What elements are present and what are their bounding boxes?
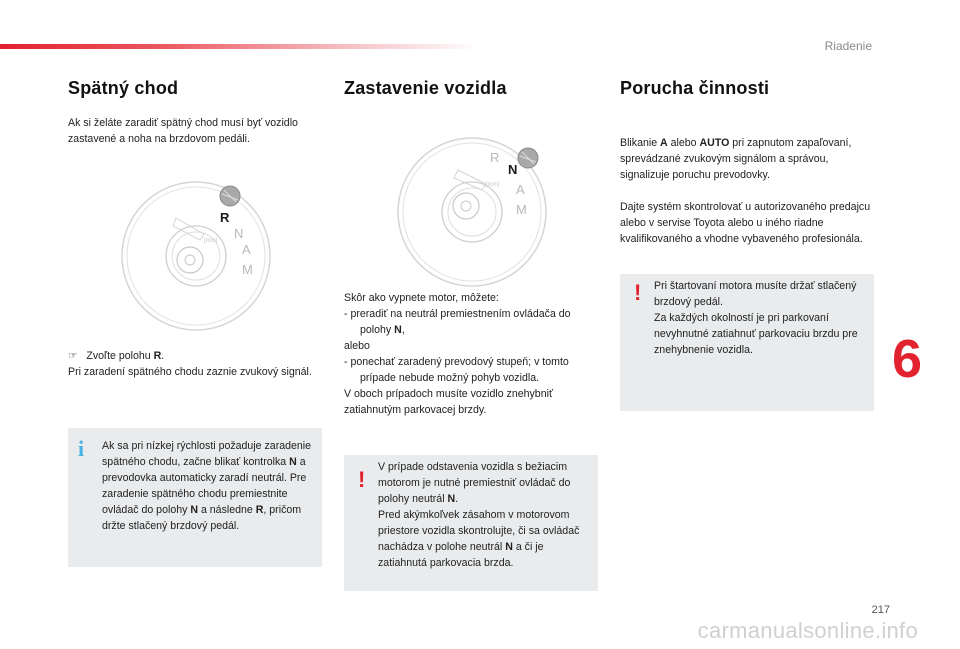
- stopping-item-1: - preradiť na neutrál premiestnením ovládača do polohy N,: [344, 308, 571, 336]
- warning-note-stopping-text: V prípade odstavenia vozidla s bežiacim motorom je nutné premiestniť ovládač do polohy neutrál N. Pred akýmkoľvek zásahom v motorovom priestore vozidla skontrolujte, či sa ovládač nachádza v polohe neutrál N a či je zatiahnutá parkovacia brzda.: [378, 461, 580, 569]
- malfunction-p2: Dajte systém skontrolovať u autorizovaného predajcu alebo v servise Toyota alebo u iného riadne kvalifikovaného a vhodne vybaveného profesionála.: [620, 201, 871, 245]
- page-number: 217: [871, 604, 890, 616]
- knob-letter-a: A: [242, 242, 251, 257]
- warning-note-stopping: [344, 455, 598, 591]
- column-malfunction: [620, 78, 874, 247]
- gear-knob-image-neutral: [394, 134, 550, 290]
- stopping-closing: V oboch prípadoch musíte vozidlo znehybniť zatiahnutým parkovacej brzdy.: [344, 388, 553, 416]
- knob-letter-a: A: [516, 182, 525, 197]
- malfunction-p1: Blikanie A alebo AUTO pri zapnutom zapaľovaní, sprevádzané zvukovým signálom a správou, signalizuje poruchu prevodovky.: [620, 137, 852, 181]
- section-title-malfunction: Porucha činnosti: [620, 78, 770, 98]
- pointer-icon: ☞: [68, 350, 78, 362]
- knob-letter-m: M: [242, 262, 253, 277]
- knob-letter-active: N: [508, 162, 518, 177]
- stopping-lead: Skôr ako vypnete motor, môžete:: [344, 292, 499, 304]
- stopping-or: alebo: [344, 340, 370, 352]
- warning-note-malfunction-text: Pri štartovaní motora musíte držať stlačený brzdový pedál. Za každých okolností je pri parkovaní nevyhnutné zatiahnuť parkovaciu brzdu pre znehybnenie vozidla.: [654, 280, 858, 356]
- stopping-text: [344, 290, 598, 418]
- warning-note-malfunction: [620, 274, 874, 411]
- knob-center-label: [mm]: [486, 182, 500, 188]
- section-title-reverse: Spätný chod: [68, 78, 179, 98]
- reverse-step-line: ☞ Zvoľte polohu R.: [68, 350, 165, 362]
- knob-letter-m: M: [516, 202, 527, 217]
- column-reverse: [68, 78, 322, 147]
- knob-center-label: [mm]: [204, 238, 218, 244]
- info-note-text: Ak sa pri nízkej rýchlosti požaduje zaradenie spätného chodu, začne blikať kontrolka N a prevodovka automaticky zaradí neutrál. Pre zaradenie spätného chodu premiestnite ovládač do polohy N a následne R, pričom držte stlačený brzdový pedál.: [102, 440, 312, 532]
- knob-letter-r: R: [490, 150, 500, 165]
- gear-knob-image-reverse: [118, 178, 274, 334]
- reverse-step: [68, 348, 322, 380]
- info-icon: i: [78, 436, 85, 461]
- reverse-step-detail: Pri zaradení spätného chodu zaznie zvukový signál.: [68, 366, 312, 378]
- knob-letter-active: R: [220, 210, 230, 225]
- reverse-intro: Ak si želáte zaradiť spätný chod musí byť vozidlo zastavené a noha na brzdovom pedáli.: [68, 117, 298, 145]
- warning-icon: !: [634, 280, 642, 305]
- header-accent-bar: [0, 44, 480, 49]
- warning-icon: !: [358, 467, 366, 492]
- knob-letter-n: N: [234, 226, 244, 241]
- section-title-stopping: Zastavenie vozidla: [344, 78, 507, 98]
- column-stopping: [344, 78, 598, 99]
- chapter-number: 6: [892, 329, 923, 389]
- info-note-reverse: [68, 428, 322, 567]
- watermark: carmanualsonline.info: [697, 618, 918, 643]
- stopping-item-2: - ponechať zaradený prevodový stupeň; v tomto prípade nebude možný pohyb vozidla.: [344, 356, 569, 384]
- section-name: Riadenie: [824, 39, 872, 53]
